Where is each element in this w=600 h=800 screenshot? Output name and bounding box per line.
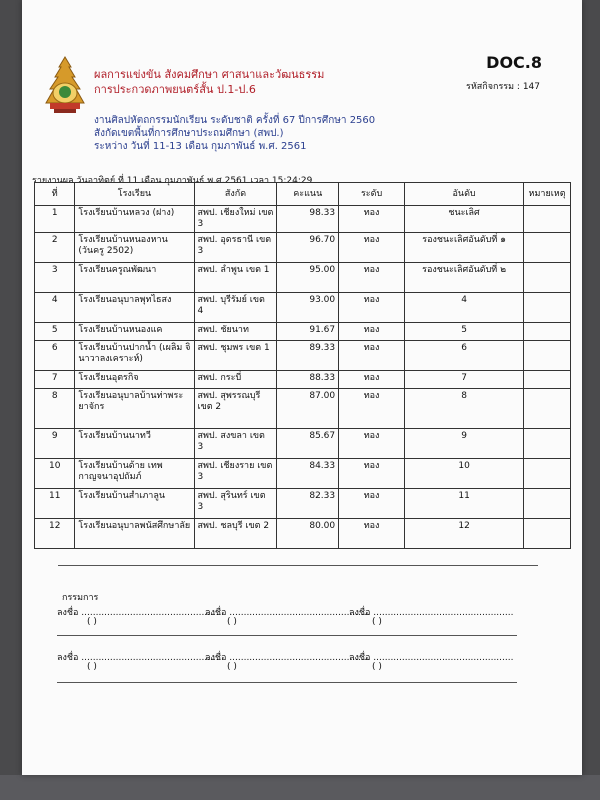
cell-affiliation: สพป. สุรินทร์ เขต 3 — [194, 489, 277, 519]
cell-note — [524, 206, 571, 233]
subtitle-line: สังกัดเขตพื้นที่การศึกษาประถมศึกษา (สพป.) — [94, 128, 284, 139]
cell-rank: 9 — [405, 429, 524, 459]
cell-rank: 6 — [405, 341, 524, 371]
table-row — [35, 323, 571, 341]
cell-level: ทอง — [339, 293, 405, 323]
cell-note — [524, 293, 571, 323]
name-parentheses: ( ) — [227, 662, 237, 672]
cell-note — [524, 389, 571, 429]
cell-note — [524, 371, 571, 389]
cell-affiliation: สพป. ชลบุรี เขต 2 — [194, 519, 277, 549]
cell-affiliation: สพป. ลำพูน เขต 1 — [194, 263, 277, 293]
cell-no: 8 — [35, 389, 75, 429]
cell-level: ทอง — [339, 371, 405, 389]
cell-no: 5 — [35, 323, 75, 341]
header-rank: อันดับ — [405, 183, 524, 206]
cell-score: 95.00 — [277, 263, 339, 293]
cell-affiliation: สพป. สงขลา เขต 3 — [194, 429, 277, 459]
header-note: หมายเหตุ — [524, 183, 571, 206]
cell-school: โรงเรียนบ้านปากน้ำ (เผลิม จินาวาลงเคราะห์) — [75, 341, 194, 371]
table-row — [35, 233, 571, 263]
report-timestamp: รายงานผล วันอาทิตย์ ที่ 11 เดือน กุมภาพันธ์ พ.ศ.2561 เวลา 15:24:29 — [32, 176, 313, 186]
cell-rank: รองชนะเลิศอันดับที่ ๑ — [405, 233, 524, 263]
subtitle-line: ระหว่าง วันที่ 11-13 เดือน กุมภาพันธ์ พ.ศ. 2561 — [94, 141, 307, 152]
cell-score: 93.00 — [277, 293, 339, 323]
cell-level: ทอง — [339, 489, 405, 519]
cell-rank: 11 — [405, 489, 524, 519]
cell-score: 80.00 — [277, 519, 339, 549]
name-parentheses: ( ) — [227, 617, 237, 627]
committee-label: กรรมการ — [62, 593, 99, 603]
table-row — [35, 459, 571, 489]
header-no: ที่ — [35, 183, 75, 206]
cell-no: 12 — [35, 519, 75, 549]
doc-number: DOC.8 — [486, 53, 542, 72]
divider — [57, 635, 517, 636]
cell-school: โรงเรียนครูณพัฒนา — [75, 263, 194, 293]
table-row — [35, 371, 571, 389]
cell-no: 1 — [35, 206, 75, 233]
table-row — [35, 429, 571, 459]
cell-affiliation: สพป. ชุมพร เขต 1 — [194, 341, 277, 371]
cell-level: ทอง — [339, 233, 405, 263]
title-line: การประกวดภาพยนตร์สั้น ป.1-ป.6 — [94, 83, 256, 96]
cell-note — [524, 323, 571, 341]
cell-no: 11 — [35, 489, 75, 519]
cell-school: โรงเรียนบ้านหลวง (ฝาง) — [75, 206, 194, 233]
cell-rank: 5 — [405, 323, 524, 341]
signature-line: ลงชื่อ ................................................. — [205, 608, 370, 618]
cell-school: โรงเรียนอุตรกิจ — [75, 371, 194, 389]
header-affiliation: สังกัด — [194, 183, 277, 206]
cell-note — [524, 233, 571, 263]
cell-score: 87.00 — [277, 389, 339, 429]
name-parentheses: ( ) — [87, 617, 97, 627]
cell-rank: รองชนะเลิศอันดับที่ ๒ — [405, 263, 524, 293]
signature-line: ลงชื่อ ................................................. — [57, 608, 222, 618]
table-header-row — [35, 183, 571, 206]
divider — [57, 682, 517, 683]
document-subtitle — [94, 114, 375, 153]
header-school: โรงเรียน — [75, 183, 194, 206]
cell-level: ทอง — [339, 519, 405, 549]
table-row — [35, 519, 571, 549]
signature-line: ลงชื่อ ................................................. — [349, 608, 514, 618]
cell-level: ทอง — [339, 341, 405, 371]
cell-school: โรงเรียนอนุบาลพุทไธสง — [75, 293, 194, 323]
document-page — [22, 0, 582, 775]
cell-affiliation: สพป. บุรีรัมย์ เขต 4 — [194, 293, 277, 323]
cell-affiliation: สพป. เชียงใหม่ เขต 3 — [194, 206, 277, 233]
table-row — [35, 206, 571, 233]
cell-no: 9 — [35, 429, 75, 459]
table-row — [35, 263, 571, 293]
cell-level: ทอง — [339, 263, 405, 293]
cell-level: ทอง — [339, 206, 405, 233]
table-row — [35, 293, 571, 323]
cell-note — [524, 263, 571, 293]
table-row — [35, 341, 571, 371]
cell-note — [524, 429, 571, 459]
table-row — [35, 489, 571, 519]
cell-level: ทอง — [339, 459, 405, 489]
cell-note — [524, 519, 571, 549]
cell-no: 10 — [35, 459, 75, 489]
cell-note — [524, 341, 571, 371]
signature-line: ลงชื่อ ................................................. — [349, 653, 514, 663]
cell-score: 89.33 — [277, 341, 339, 371]
cell-score: 82.33 — [277, 489, 339, 519]
name-parentheses: ( ) — [372, 662, 382, 672]
cell-rank: 10 — [405, 459, 524, 489]
signature-line: ลงชื่อ ................................................. — [57, 653, 222, 663]
cell-affiliation: สพป. ชัยนาท — [194, 323, 277, 341]
results-table — [34, 182, 571, 549]
header-level: ระดับ — [339, 183, 405, 206]
cell-rank: 7 — [405, 371, 524, 389]
cell-note — [524, 459, 571, 489]
signature-line: ลงชื่อ ................................................. — [205, 653, 370, 663]
cell-affiliation: สพป. เชียงราย เขต 3 — [194, 459, 277, 489]
cell-affiliation: สพป. กระบี่ — [194, 371, 277, 389]
subtitle-line: งานศิลปหัตถกรรมนักเรียน ระดับชาติ ครั้งที่ 67 ปีการศึกษา 2560 — [94, 115, 376, 126]
cell-school: โรงเรียนอนุบาลบ้านท่าพระยาจักร — [75, 389, 194, 429]
cell-rank: 8 — [405, 389, 524, 429]
cell-score: 98.33 — [277, 206, 339, 233]
cell-level: ทอง — [339, 323, 405, 341]
cell-rank: 4 — [405, 293, 524, 323]
divider — [58, 565, 538, 566]
cell-note — [524, 489, 571, 519]
cell-rank: ชนะเลิศ — [405, 206, 524, 233]
crest-logo-icon — [40, 55, 90, 115]
document-title — [94, 67, 324, 97]
name-parentheses: ( ) — [87, 662, 97, 672]
cell-school: โรงเรียนบ้านนาทวี — [75, 429, 194, 459]
title-line: ผลการแข่งขัน สังคมศึกษา ศาสนาและวัฒนธรรม — [94, 68, 325, 81]
cell-level: ทอง — [339, 429, 405, 459]
name-parentheses: ( ) — [372, 617, 382, 627]
cell-no: 7 — [35, 371, 75, 389]
cell-school: โรงเรียนบ้านด้าย เทพกาญจนาอุปถัมภ์ — [75, 459, 194, 489]
cell-score: 84.33 — [277, 459, 339, 489]
cell-no: 6 — [35, 341, 75, 371]
cell-no: 3 — [35, 263, 75, 293]
header-score: คะแนน — [277, 183, 339, 206]
cell-rank: 12 — [405, 519, 524, 549]
cell-school: โรงเรียนบ้านสำเภาลูน — [75, 489, 194, 519]
cell-score: 91.67 — [277, 323, 339, 341]
cell-no: 2 — [35, 233, 75, 263]
cell-score: 88.33 — [277, 371, 339, 389]
cell-school: โรงเรียนบ้านหนองแค — [75, 323, 194, 341]
cell-school: โรงเรียนอนุบาลพนัสศึกษาลัย — [75, 519, 194, 549]
cell-school: โรงเรียนบ้านหนองหาน (วันครู 2502) — [75, 233, 194, 263]
cell-no: 4 — [35, 293, 75, 323]
table-row — [35, 389, 571, 429]
cell-score: 85.67 — [277, 429, 339, 459]
cell-affiliation: สพป. อุดรธานี เขต 3 — [194, 233, 277, 263]
cell-affiliation: สพป. สุพรรณบุรี เขต 2 — [194, 389, 277, 429]
cell-level: ทอง — [339, 389, 405, 429]
activity-code: รหัสกิจกรรม : 147 — [466, 82, 540, 92]
background-surface — [0, 775, 600, 800]
cell-score: 96.70 — [277, 233, 339, 263]
